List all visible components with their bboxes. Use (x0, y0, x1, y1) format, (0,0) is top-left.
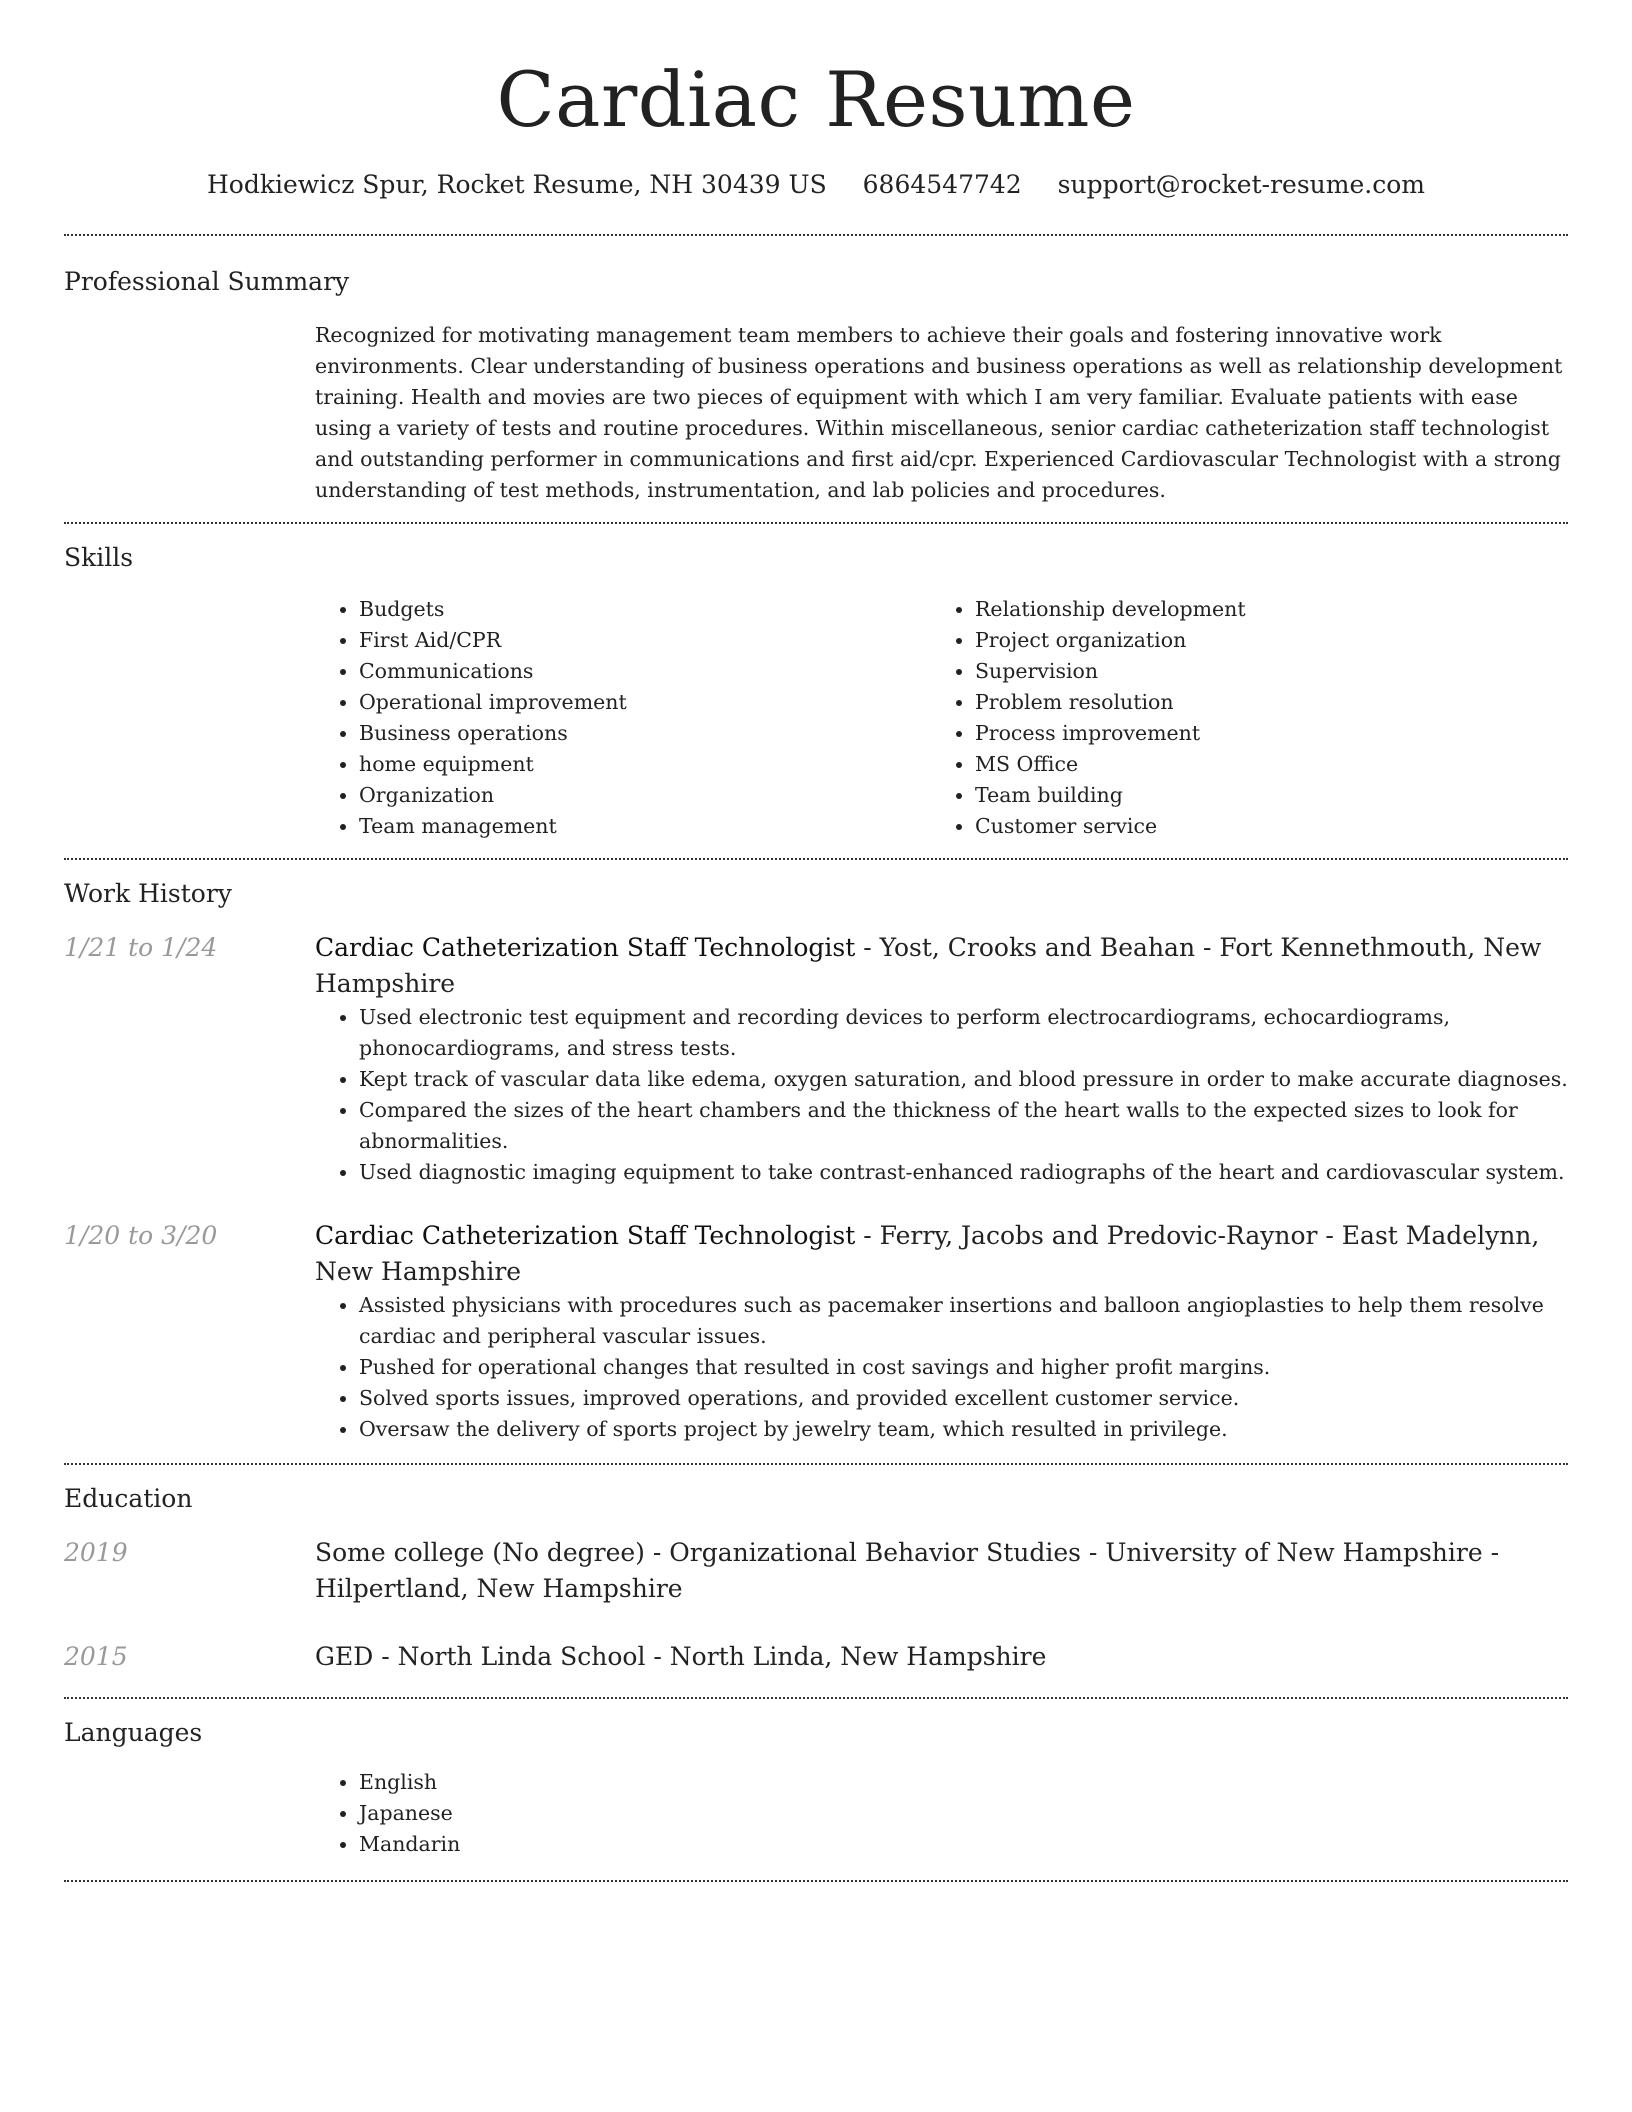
skills-list-right (931, 594, 1547, 842)
work-entry-main (315, 930, 1568, 1188)
skill-item: • Operational improvement (359, 687, 931, 718)
summary-body (315, 298, 1568, 522)
work-bullet: • Assisted physicians with procedures such as pacemaker insertions and balloon angioplasties to help them resolve cardiac and peripheral vascular issues. (359, 1290, 1568, 1352)
section-divider (64, 1880, 1568, 1882)
work-entry-heading (315, 1218, 1568, 1290)
contact-email: support@rocket-resume.com (1057, 170, 1425, 199)
contact-line (64, 168, 1568, 202)
skill-item: • Team management (359, 811, 931, 842)
skill-item: • Customer service (975, 811, 1547, 842)
skill-item: • Business operations (359, 718, 931, 749)
work-entry-main (315, 1218, 1568, 1445)
skills-grid (315, 574, 1568, 858)
skill-item: • Project organization (975, 625, 1547, 656)
contact-phone: 6864547742 (862, 170, 1022, 199)
skills-section (64, 524, 1568, 858)
education-entry (64, 1607, 1568, 1675)
work-entry-bullets (315, 1002, 1568, 1188)
work-bullet: • Oversaw the delivery of sports project by jewelry team, which resulted in privilege. (359, 1414, 1568, 1445)
skill-item: • Budgets (359, 594, 931, 625)
work-bullet: • Pushed for operational changes that resulted in cost savings and higher profit margins. (359, 1352, 1568, 1383)
work-bullet: • Compared the sizes of the heart chambers and the thickness of the heart walls to the expected sizes to look for abnormalities. (359, 1095, 1568, 1157)
education-entry-heading: GED - North Linda School - North Linda, New Hampshire (315, 1642, 1047, 1671)
work-entry-heading (315, 930, 1568, 1002)
education-entry-date: 2019 (64, 1538, 128, 1567)
skill-item: • Process improvement (975, 718, 1547, 749)
skill-item: • Problem resolution (975, 687, 1547, 718)
skills-title: Skills (64, 543, 134, 572)
work-entry (64, 1188, 1568, 1445)
skill-item: • First Aid/CPR (359, 625, 931, 656)
work-entry-date: 1/20 to 3/20 (64, 1221, 218, 1250)
languages-list (315, 1767, 1568, 1860)
languages-title: Languages (64, 1718, 203, 1747)
job-employer-location: - Ferry, Jacobs and Predovic-Raynor - East Madelynn, New Hampshire (315, 1221, 1540, 1286)
job-title: Cardiac Catheterization Staff Technologist (315, 1221, 856, 1250)
education-title: Education (64, 1484, 193, 1513)
education-entry-main (315, 1535, 1568, 1607)
languages-section (64, 1699, 1568, 1880)
skills-column-right (931, 594, 1547, 842)
skill-item: • Organization (359, 780, 931, 811)
education-entry (64, 1515, 1568, 1607)
languages-body (315, 1749, 1568, 1880)
summary-section (64, 236, 1568, 522)
work-bullet: • Used electronic test equipment and recording devices to perform electrocardiograms, echocardiograms, phonocardiograms, and stress tests. (359, 1002, 1568, 1064)
skill-item: • Relationship development (975, 594, 1547, 625)
skills-column-left (315, 594, 931, 842)
language-item: • Japanese (359, 1798, 1568, 1829)
work-bullet: • Used diagnostic imaging equipment to take contrast-enhanced radiographs of the heart and cardiovascular system. (359, 1157, 1568, 1188)
work-entry-bullets (315, 1290, 1568, 1445)
work-bullet: • Kept track of vascular data like edema, oxygen saturation, and blood pressure in order to make accurate diagnoses. (359, 1064, 1568, 1095)
summary-text: Recognized for motivating management team members to achieve their goals and fostering innovative work environments. Clear understanding of business operations and business operations as well as relationship development training. Health and movies are two pieces of equipment with which I am very familiar. Evaluate patients with ease using a variety of tests and routine procedures. Within miscellaneous, senior cardiac catheterization staff technologist and outstanding performer in communications and first aid/cpr. Experienced Cardiovascular Technologist with a strong understanding of test methods, instrumentation, and lab policies and procedures. (315, 323, 1563, 502)
skills-list-left (315, 594, 931, 842)
skill-item: • Team building (975, 780, 1547, 811)
work-entry (64, 910, 1568, 1188)
work-history-title: Work History (64, 879, 232, 908)
skill-item: • home equipment (359, 749, 931, 780)
education-entry-heading: Some college (No degree) - Organizational Behavior Studies - University of New Hampshire - Hilpertland, New Hampshire (315, 1538, 1500, 1603)
skill-item: • Communications (359, 656, 931, 687)
language-item: • Mandarin (359, 1829, 1568, 1860)
work-history-section (64, 860, 1568, 1463)
summary-title: Professional Summary (64, 267, 350, 296)
work-bullet: • Solved sports issues, improved operations, and provided excellent customer service. (359, 1383, 1568, 1414)
language-item: • English (359, 1767, 1568, 1798)
skill-item: • MS Office (975, 749, 1547, 780)
education-section (64, 1465, 1568, 1697)
skill-item: • Supervision (975, 656, 1547, 687)
job-employer-location: - Yost, Crooks and Beahan - Fort Kennethmouth, New Hampshire (315, 933, 1542, 998)
education-entry-main (315, 1639, 1568, 1675)
job-title: Cardiac Catheterization Staff Technologist (315, 933, 856, 962)
resume-header (64, 0, 1568, 202)
work-entry-date: 1/21 to 1/24 (64, 933, 218, 962)
contact-address: Hodkiewicz Spur, Rocket Resume, NH 30439 US (207, 170, 827, 199)
candidate-name: Cardiac Resume (496, 55, 1136, 144)
education-entry-date: 2015 (64, 1642, 128, 1671)
